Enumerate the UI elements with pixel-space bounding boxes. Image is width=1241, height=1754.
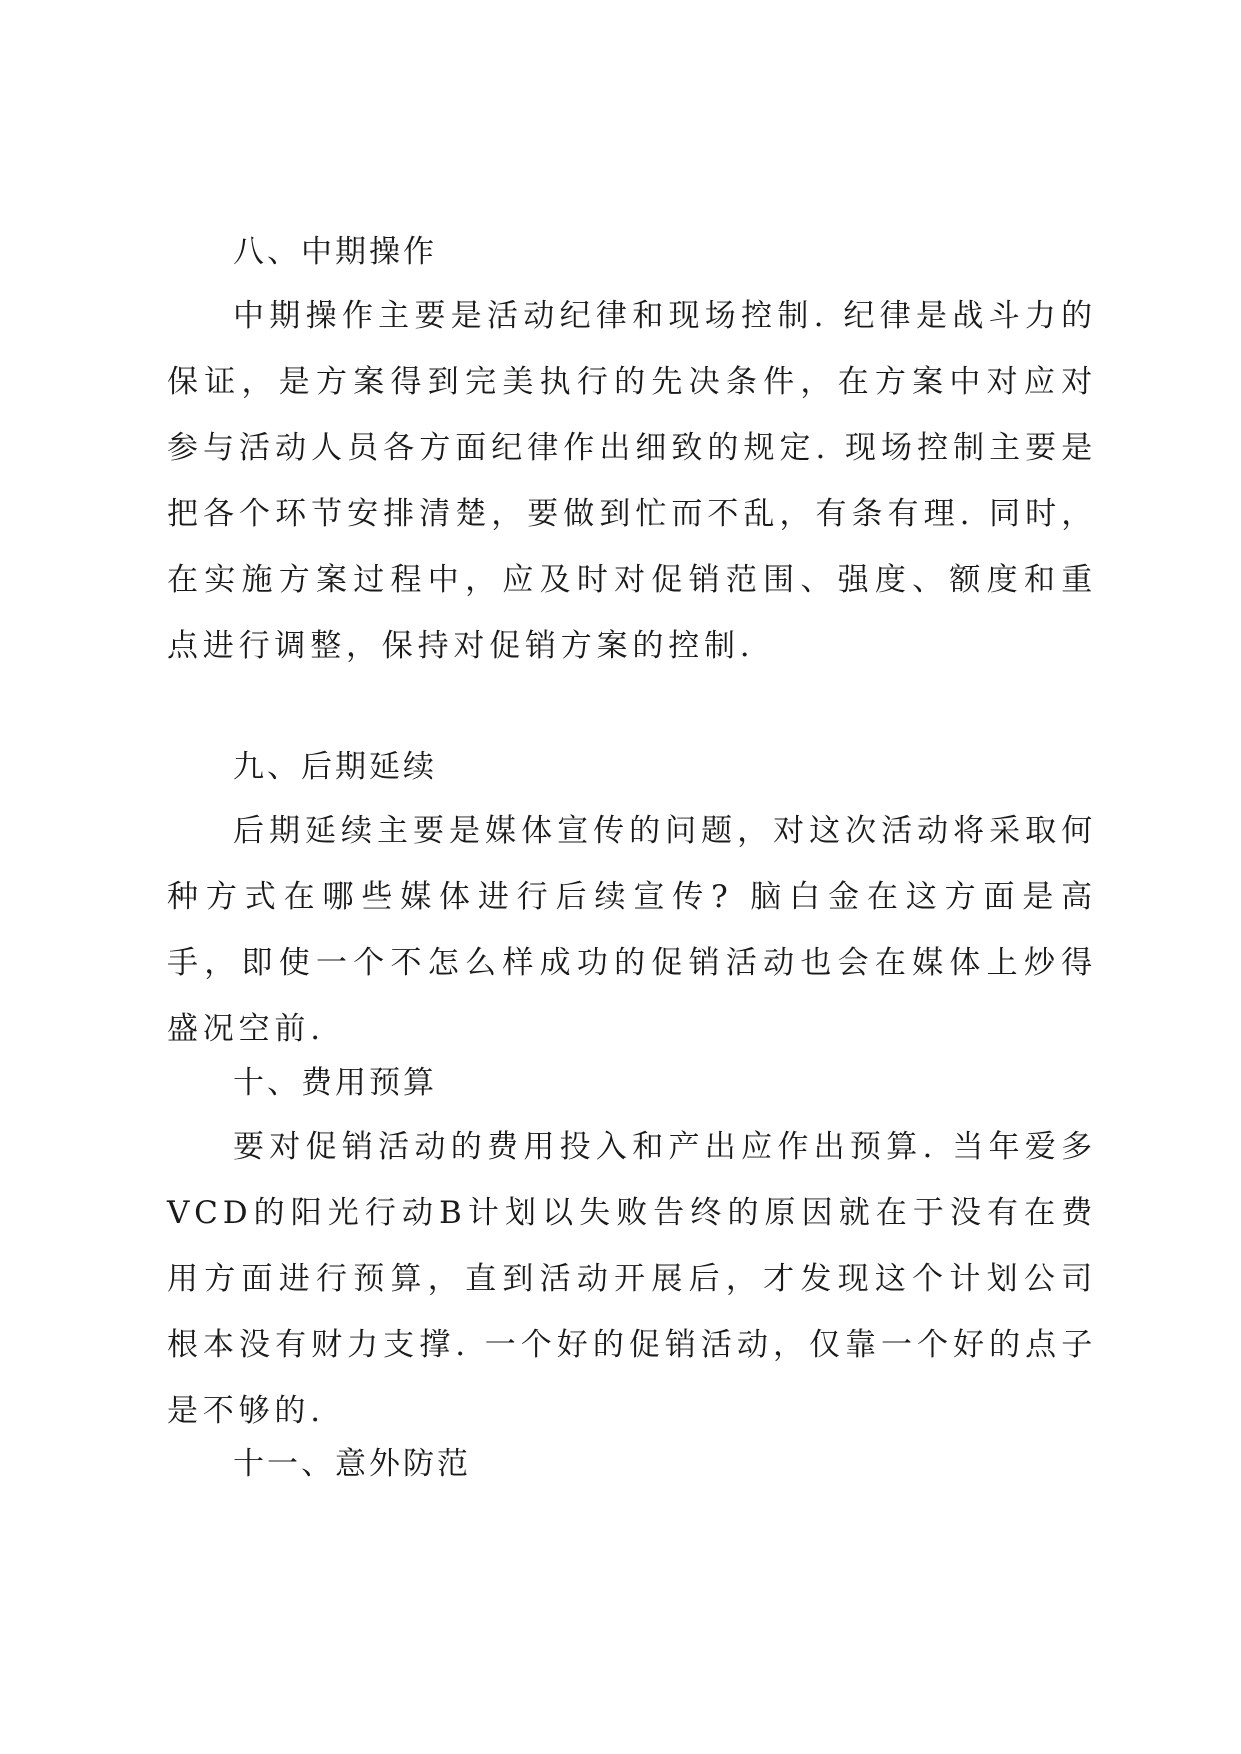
section-body-budget: 要对促销活动的费用投入和产出应作出预算. 当年爱多VCD的阳光行动B计划以失败告终的原因就在于没有在费用方面进行预算，直到活动开展后，才发现这个计划公司根本没有财力支撑. 一个好的促销活动，仅靠一个好的点子是不够的. (167, 1129, 1097, 1429)
section-heading-mid-term: 八、中期操作 (233, 234, 437, 270)
section-heading-contingency: 十一、意外防范 (233, 1446, 471, 1482)
section-body-follow-up: 后期延续主要是媒体宣传的问题，对这次活动将采取何种方式在哪些媒体进行后续宣传? 脑白金在这方面是高手，即使一个不怎么样成功的促销活动也会在媒体上炒得盛况空前. (167, 813, 1097, 1047)
section-heading-follow-up: 九、后期延续 (233, 749, 437, 785)
section-heading-budget: 十、费用预算 (233, 1065, 437, 1101)
section-body-mid-term: 中期操作主要是活动纪律和现场控制. 纪律是战斗力的保证，是方案得到完美执行的先决条件，在方案中对应对参与活动人员各方面纪律作出细致的规定. 现场控制主要是把各个环节安排清楚，要做到忙而不乱，有条有理. 同时，在实施方案过程中，应及时对促销范围、强度、额度和重点进行调整，保持对促销方案的控制. (167, 298, 1097, 664)
